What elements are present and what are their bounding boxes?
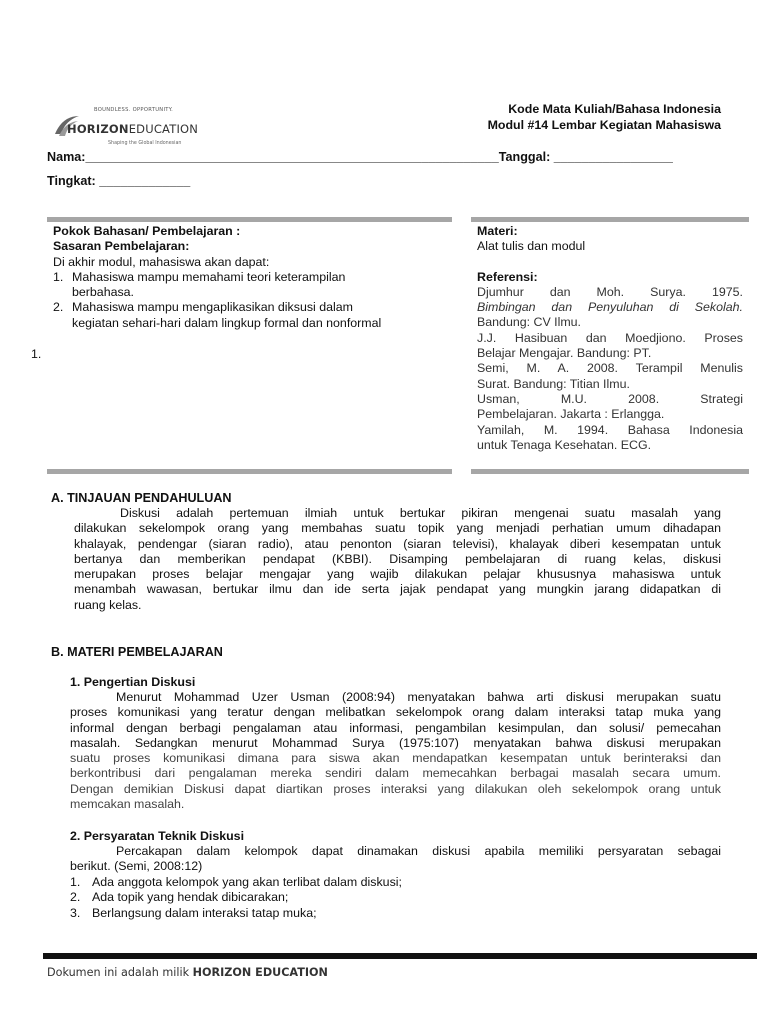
learning-objectives-box bbox=[53, 224, 448, 331]
referensi-title: Referensi: bbox=[477, 269, 538, 284]
reference-italic-line: Bimbingan dan Penyuluhan di Sekolah. bbox=[477, 300, 743, 315]
subsection-1-title: 1. Pengertian Diskusi bbox=[70, 675, 196, 689]
materi-title: Materi: bbox=[477, 224, 518, 238]
section-a-paragraph: Diskusi adalah pertemuan ilmiah untuk bertukar pikiran mengenai suatu masalah yang dilakukan sekelompok orang yang membahas suatu topik yang menjadi perhatian umum dihadapan khalayak, pendengar (siaran radio), atau penonton (siaran televisi), khalayak diberi kesempatan untuk bertanya dan memberikan pendapat (KBBI). Disamping pembelajaran di ruang kelas, diskusi merupakan proses belajar mengajar yang wajib dilakukan pelajar khususnya mahasiswa untuk menambah wawasan, bertukar ilmu dan ide serta jajak pendapat yang mungkin jarang didapatkan di ruang kelas. bbox=[74, 506, 721, 612]
pokok-bahasan-title: Pokok Bahasan/ Pembelajaran : bbox=[53, 224, 241, 238]
left-box-top-rule bbox=[47, 217, 452, 222]
list-item: 2. Ada topik yang hendak dibicarakan; bbox=[70, 890, 289, 905]
reference-item: Yamilah, M. 1994. Bahasa Indonesia untuk Tenaga Kesehatan. ECG. bbox=[477, 422, 743, 452]
section-b-title: B. MATERI PEMBELAJARAN bbox=[51, 645, 223, 659]
objective-item: 1. Mahasiswa mampu memahami teori keterampilan berbahasa. bbox=[53, 269, 346, 300]
sasaran-title: Sasaran Pembelajaran: bbox=[53, 239, 190, 254]
subsection-2-paragraph: Percakapan dalam kelompok dapat dinamakan diskusi apabila memiliki persyaratan sebagai berikut. (Semi, 2008:12) bbox=[70, 844, 721, 874]
course-code: Kode Mata Kuliah/Bahasa Indonesia bbox=[508, 102, 721, 116]
nama-tanggal-field[interactable]: Nama:___________________________________________________________Tanggal: _________________ bbox=[47, 150, 673, 164]
reference-item: Usman, M.U. 2008. Strategi Pembelajaran. Jakarta : Erlangga. bbox=[477, 391, 743, 422]
reference-item: Djumhur dan Moh. Surya. 1975. Bimbingan dan Penyuluhan di Sekolah. Bandung: CV Ilmu. bbox=[477, 284, 743, 330]
requirements-list bbox=[70, 875, 721, 921]
objectives-intro: Di akhir modul, mahasiswa akan dapat: bbox=[53, 254, 270, 269]
materials-references-box bbox=[477, 224, 743, 453]
tingkat-field[interactable]: Tingkat: _____________ bbox=[47, 174, 191, 188]
horizon-education-logo bbox=[50, 102, 206, 148]
footer-ownership: Dokumen ini adalah milik HORIZON EDUCATION bbox=[47, 966, 328, 979]
stray-list-number: 1. bbox=[31, 347, 42, 361]
materi-text: Alat tulis dan modul bbox=[477, 239, 586, 254]
logo-tagline: BOUNDLESS. OPPORTUNITY. bbox=[94, 107, 174, 113]
reference-item: J.J. Hasibuan dan Moedjiono. Proses Belajar Mengajar. Bandung: PT. bbox=[477, 330, 743, 361]
subsection-2-title: 2. Persyaratan Teknik Diskusi bbox=[70, 829, 245, 843]
section-a-title: A. TINJAUAN PENDAHULUAN bbox=[51, 491, 232, 505]
footer-rule bbox=[43, 953, 757, 959]
module-title: Modul #14 Lembar Kegiatan Mahasiswa bbox=[487, 118, 721, 132]
objective-item: 2. Mahasiswa mampu mengaplikasikan diksusi dalam kegiatan sehari-hari dalam lingkup formal dan nonformal bbox=[53, 300, 382, 330]
logo-name: HORIZONEDUCATION bbox=[67, 122, 199, 136]
right-box-bottom-rule bbox=[471, 469, 749, 474]
reference-item: Semi, M. A. 2008. Terampil Menulis Surat. Bandung: Titian Ilmu. bbox=[477, 361, 743, 391]
right-box-top-rule bbox=[471, 217, 749, 222]
list-item: 3. Berlangsung dalam interaksi tatap muka; bbox=[70, 905, 317, 920]
left-box-bottom-rule bbox=[47, 469, 452, 474]
subsection-1-paragraph: Menurut Mohammad Uzer Usman (2008:94) menyatakan bahwa arti diskusi merupakan suatu proses komunikasi yang teratur dengan melibatkan sekelompok orang dalam interaksi tatap muka yang informal dengan berbagi pengalaman atau informasi, pengambilan kesimpulan, dan solusi/ pemecahan masalah. Sedangkan menurut Mohammad Surya (1975:107) menyatakan bahwa diskusi merupakan suatu proses komunikasi dimana para siswa akan mendapatkan kesempatan untuk berinteraksi dan berkontribusi dari pengalaman mereka sendiri dalam memecahkan berbagai masalah secara umum. Dengan demikian Diskusi dapat diartikan proses interaksi yang dilakukan oleh sekelompok orang untuk memcakan masalah. bbox=[70, 690, 721, 812]
list-item: 1. Ada anggota kelompok yang akan terlibat dalam diskusi; bbox=[70, 875, 402, 889]
logo-subtitle: Shaping the Global Indonesian bbox=[108, 141, 182, 146]
